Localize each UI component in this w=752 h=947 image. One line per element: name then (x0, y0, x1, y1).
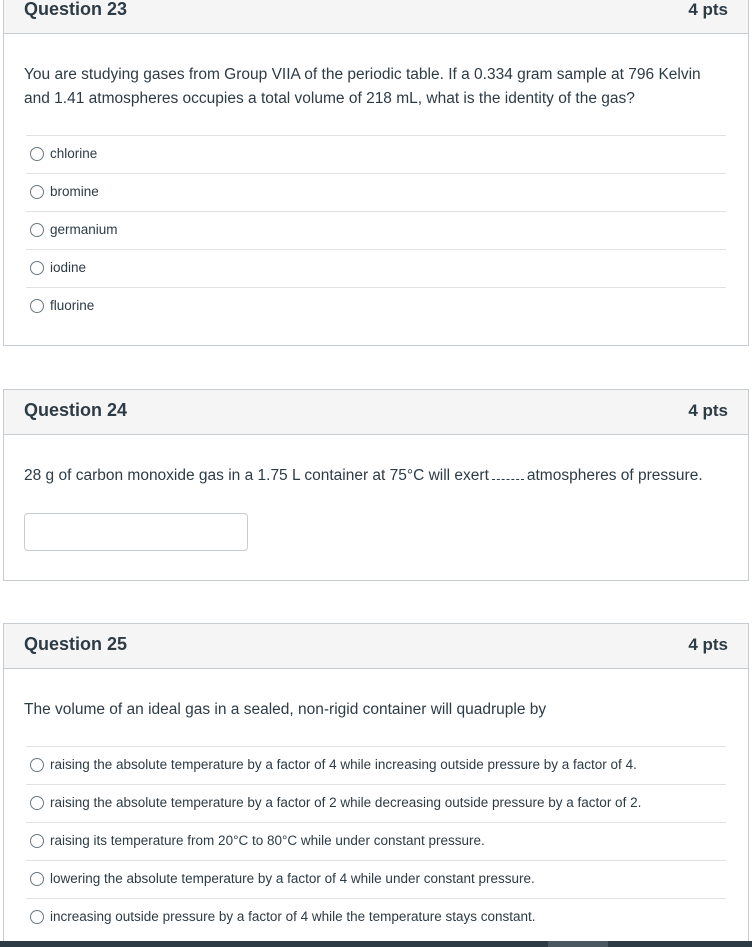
horizontal-scrollbar[interactable] (0, 941, 752, 947)
radio-button[interactable] (30, 185, 44, 199)
answer-label: increasing outside pressure by a factor of 4 while the temperature stays constant. (50, 909, 536, 924)
blank-placeholder (492, 466, 524, 480)
radio-button[interactable] (30, 796, 44, 810)
question-header (4, 0, 748, 34)
question-points: 4 pts (688, 0, 728, 19)
answer-option[interactable] (26, 287, 726, 325)
answer-option[interactable] (26, 746, 726, 784)
answer-label: chlorine (50, 146, 98, 161)
question-25 (3, 623, 749, 947)
question-text-before-blank: 28 g of carbon monoxide gas in a 1.75 L container at 75°C will exert (24, 467, 489, 484)
radio-button[interactable] (30, 223, 44, 237)
answer-label: iodine (50, 260, 87, 275)
radio-button[interactable] (30, 834, 44, 848)
radio-button[interactable] (30, 910, 44, 924)
answer-option[interactable] (26, 784, 726, 822)
answer-option[interactable] (26, 249, 726, 287)
question-header (4, 624, 748, 669)
answer-option[interactable] (26, 822, 726, 860)
question-title: Question 24 (24, 400, 128, 420)
answer-option[interactable] (26, 211, 726, 249)
answer-input[interactable] (24, 513, 248, 551)
question-text-after-blank: atmospheres of pressure. (526, 467, 703, 484)
question-points: 4 pts (688, 635, 728, 654)
answer-label: lowering the absolute temperature by a factor of 4 while under constant pressure. (50, 871, 535, 886)
question-text: The volume of an ideal gas in a sealed, non-rigid container will quadruple by (24, 701, 547, 718)
answer-list (26, 746, 726, 936)
scrollbar-thumb[interactable] (548, 941, 608, 947)
question-24 (3, 389, 749, 581)
radio-button[interactable] (30, 872, 44, 886)
radio-button[interactable] (30, 147, 44, 161)
answer-option[interactable] (26, 173, 726, 211)
question-text-line-1: You are studying gases from Group VIIA of the periodic table. If a 0.334 gram sample at 796 Kelvin (24, 66, 701, 83)
answer-label: raising the absolute temperature by a factor of 2 while decreasing outside pressure by a factor of 2. (50, 795, 642, 810)
radio-button[interactable] (30, 299, 44, 313)
question-text (24, 464, 728, 488)
answer-option[interactable] (26, 860, 726, 898)
question-header (4, 390, 748, 435)
answer-option[interactable] (26, 135, 726, 173)
question-text-line-2: and 1.41 atmospheres occupies a total volume of 218 mL, what is the identity of the gas? (24, 90, 635, 107)
answer-label: fluorine (50, 298, 95, 313)
question-title: Question 23 (24, 0, 128, 19)
answer-option[interactable] (26, 898, 726, 936)
answer-label: raising the absolute temperature by a factor of 4 while increasing outside pressure by a factor of 4. (50, 757, 637, 772)
answer-label: bromine (50, 184, 99, 199)
answer-list (26, 135, 726, 325)
radio-button[interactable] (30, 261, 44, 275)
answer-label: raising its temperature from 20°C to 80°C while under constant pressure. (50, 833, 485, 848)
answer-label: germanium (50, 222, 118, 237)
question-points: 4 pts (688, 401, 728, 420)
question-23 (3, 0, 749, 346)
question-text (24, 63, 728, 111)
question-title: Question 25 (24, 634, 128, 654)
radio-button[interactable] (30, 758, 44, 772)
